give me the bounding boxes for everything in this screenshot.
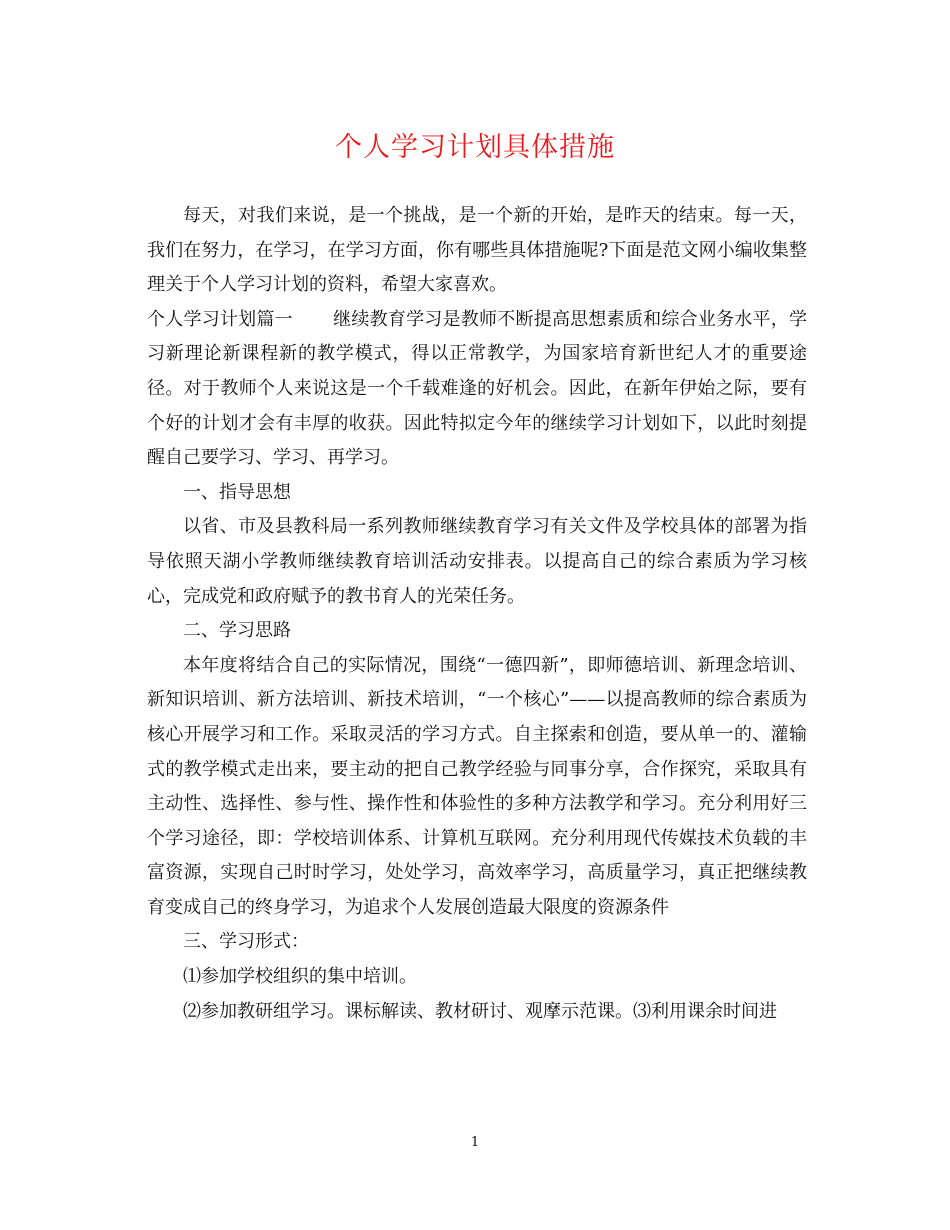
study-form-item-1: ⑴参加学校组织的集中培训。 — [183, 966, 417, 988]
document-body — [147, 199, 807, 1029]
heading-study-forms: 三、学习形式： — [183, 931, 309, 953]
guiding-thought-paragraph: 以省、市及县教科局一系列教师继续教育学习有关文件及学校具体的部署为指导依照天湖小学教师继续教育培训活动安排表。以提高自己的综合素质为学习核心，完成党和政府赋予的教书育人的光荣任务。 — [147, 516, 807, 607]
document-title: 个人学习计划具体措施 — [335, 132, 615, 163]
intro-paragraph: 每天，对我们来说，是一个挑战，是一个新的开始，是昨天的结束。每一天，我们在努力，在学习，在学习方面，你有哪些具体措施呢?下面是范文网小编收集整理关于个人学习计划的资料，希望大家喜欢。 — [147, 205, 807, 296]
heading-study-approach: 二、学习思路 — [183, 620, 291, 642]
study-form-item-2: ⑵参加教研组学习。课标解读、教材研讨、观摩示范课。⑶利用课余时间进 — [183, 1000, 777, 1022]
section1-text: 继续教育学习是教师不断提高思想素质和综合业务水平，学习新理论新课程新的教学模式，得以正常教学，为国家培育新世纪人才的重要途径。对于教师个人来说这是一个千载难逢的好机会。因此，在新年伊始之际，要有个好的计划才会有丰厚的收获。因此特拟定今年的继续学习计划如下，以此时刻提醒自己要学习、学习、再学习。 — [147, 308, 808, 469]
section1-paragraph — [147, 303, 807, 476]
section1-label: 个人学习计划篇一 — [147, 308, 293, 330]
study-approach-paragraph: 本年度将结合自己的实际情况，围绕“一德四新”，即师德培训、新理念培训、新知识培训、新方法培训、新技术培训，“一个核心”——以提高教师的综合素质为核心开展学习和工作。采取灵活的学习方式。自主探索和创造，要从单一的、灌输式的教学模式走出来，要主动的把自己教学经验与同事分享，合作探究，采取具有主动性、选择性、参与性、操作性和体验性的多种方法教学和学习。充分利用好三个学习途径，即：学校培训体系、计算机互联网。充分利用现代传媒技术负载的丰富资源，实现自己时时学习，处处学习，高效率学习，高质量学习，真正把继续教育变成自己的终身学习，为追求个人发展创造最大限度的资源条件 — [147, 654, 807, 918]
page-number: 1 — [470, 1135, 480, 1150]
heading-guiding-thought: 一、指导思想 — [183, 481, 291, 503]
